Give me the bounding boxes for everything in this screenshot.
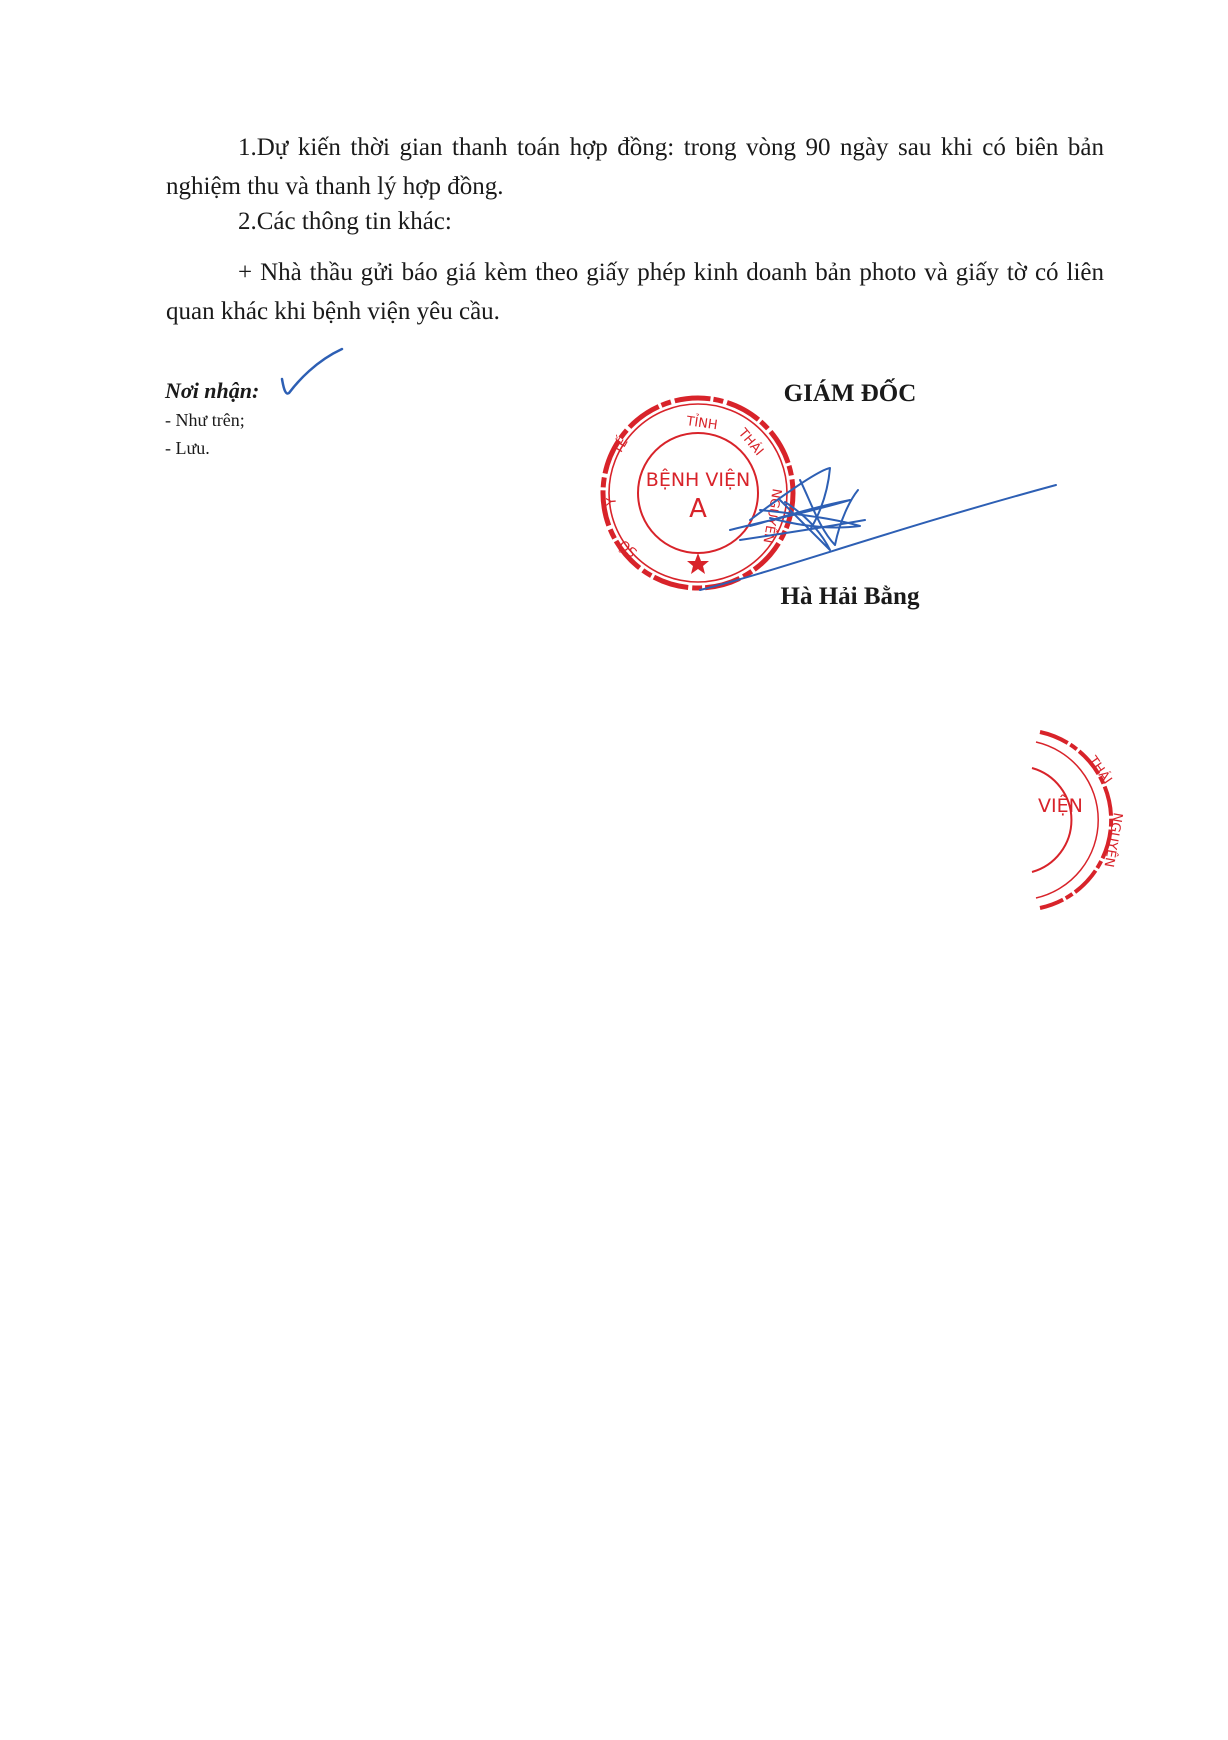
other-info-heading: 2.Các thông tin khác:: [238, 208, 452, 235]
partial-seal-stamp: [1030, 720, 1150, 920]
seal-ring-left-1: TẾ: [610, 435, 632, 457]
seal-ring-top: TỈNH: [685, 414, 719, 434]
signer-name: Hà Hải Bằng: [780, 583, 920, 610]
director-signature: [690, 460, 1070, 595]
seal-center-line-1: BỆNH VIỆN: [645, 469, 751, 491]
recipients-block: [165, 376, 259, 462]
check-mark-icon: [276, 345, 346, 400]
contractor-note-paragraph: + Nhà thầu gửi báo giá kèm theo giấy phép kinh doanh bản photo và giấy tờ có liên quan khác khi bệnh viện yêu cầu.: [166, 259, 1104, 325]
seal-center-line-2: A: [689, 494, 707, 524]
signer-title: GIÁM ĐỐC: [783, 380, 917, 407]
partial-seal-ring-2: NGUYÊN: [1100, 811, 1125, 869]
recipient-item: - Như trên;: [165, 410, 245, 430]
recipient-item: - Lưu.: [165, 438, 210, 458]
partial-seal-center: VIỆN: [1038, 795, 1083, 817]
seal-ring-right-2: NGUYÊN: [759, 487, 784, 545]
seal-ring-left-3: SỞ: [615, 534, 641, 560]
seal-ring-left-2: Y: [604, 496, 620, 506]
payment-term-paragraph: 1.Dự kiến thời gian thanh toán hợp đồng: trong vòng 90 ngày sau khi có biên bản nghiệm thu và thanh lý hợp đồng.: [166, 134, 1104, 200]
recipients-heading: Nơi nhận:: [165, 378, 260, 403]
seal-ring-right-1: THÁI: [734, 425, 767, 459]
partial-seal-ring-1: THÁI: [1084, 753, 1115, 788]
